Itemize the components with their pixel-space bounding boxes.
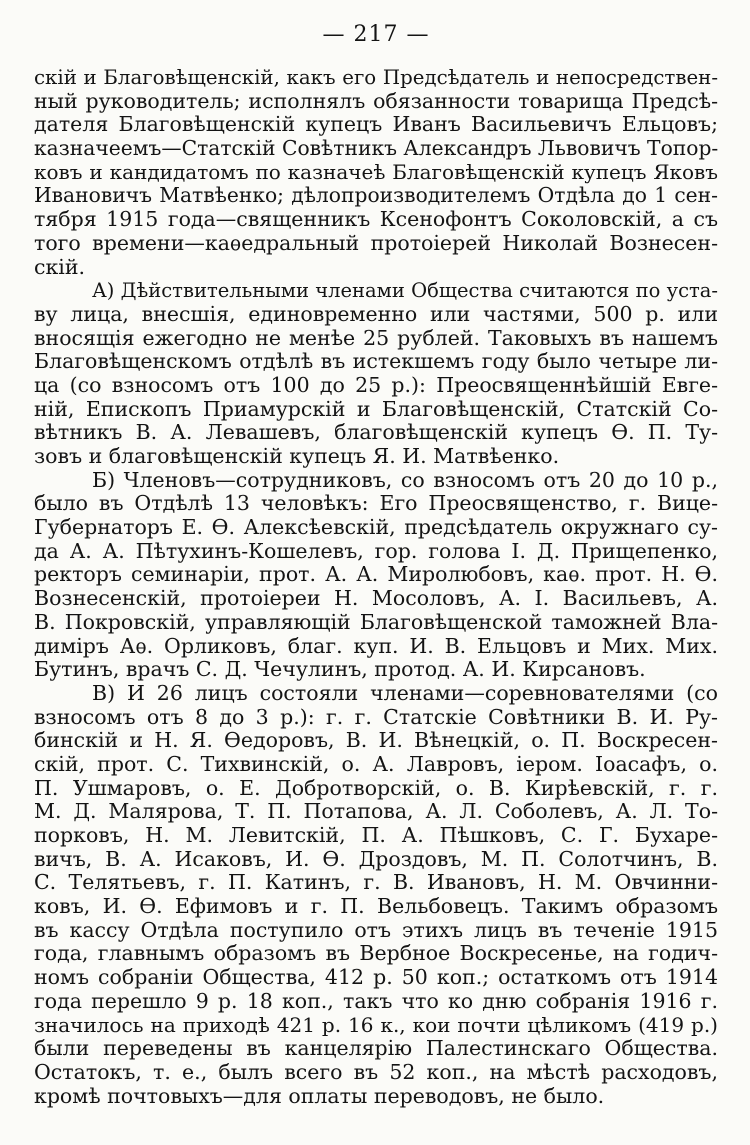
text-line: скій и Благовѣщенскій, какъ его Предсѣдатель и непосредствен- xyxy=(34,66,718,89)
text-line: Б) Членовъ—сотрудниковъ, со взносомъ отъ 20 до 10 р., xyxy=(92,468,718,492)
text-line: значилось на приходѣ 421 р. 16 к., кои почти цѣликомъ (419 р.) xyxy=(34,1013,718,1037)
text-line: казначеемъ—Статскій Совѣтникъ Александръ Львовичъ Топор- xyxy=(34,137,718,161)
text-line: Остатокъ, т. е., былъ всего въ 52 коп., на мѣстѣ расходовъ, xyxy=(34,1060,718,1084)
text-line: вносящія ежегодно не менѣе 25 рублей. Таковыхъ въ нашемъ xyxy=(34,326,718,350)
text-line: С. Телятьевъ, г. П. Катинъ, г. В. Ивановъ, Н. М. Овчинни- xyxy=(34,871,718,895)
text-line: зовъ и благовѣщенскій купецъ Я. И. Матвѣенко. xyxy=(34,445,560,468)
text-line: да А. А. Пѣтухинъ-Кошелевъ, гор. голова І. Д. Прищепенко, xyxy=(34,539,718,563)
text-line: ву лица, внесшія, единовременно или частями, 500 р. или xyxy=(34,302,718,326)
text-line: было въ Отдѣлѣ 13 человѣкъ: Его Преосвященство, г. Вице- xyxy=(34,492,718,516)
text-line: порковъ, Н. М. Левитскій, П. А. Пѣшковъ, С. Г. Бухаре- xyxy=(34,824,718,847)
text-line: вичъ, В. А. Исаковъ, И. Ѳ. Дроздовъ, М. П. Солотчинъ, В. xyxy=(34,847,718,871)
section-b-paragraph xyxy=(34,469,718,682)
text-line: тября 1915 года—священникъ Ксенофонтъ Соколовскій, а съ xyxy=(34,208,718,232)
text-line: диміръ Аѳ. Орликовъ, благ. куп. И. В. Ельцовъ и Мих. Мих. xyxy=(34,634,718,658)
text-line: кромѣ почтовыхъ—для оплаты переводовъ, не было. xyxy=(34,1084,605,1108)
text-line: М. Д. Малярова, Т. П. Потапова, А. Л. Соболевъ, А. Л. То- xyxy=(34,800,718,824)
text-line: скій. xyxy=(34,255,86,279)
text-line: П. Ушмаровъ, о. Е. Добротворскій, о. В. Кирѣевскій, г. г. xyxy=(34,776,718,800)
text-line: Губернаторъ Е. Ѳ. Алексѣевскій, предсѣдатель окружнаго су- xyxy=(34,516,718,540)
section-v-paragraph xyxy=(34,682,718,1108)
text-line: того времени—каѳедральный протоіерей Николай Вознесен- xyxy=(34,231,718,255)
text-line: года, главнымъ образомъ въ Вербное Воскресенье, на годич- xyxy=(34,942,718,966)
text-line: взносомъ отъ 8 до 3 р.): г. г. Статскіе Совѣтники В. И. Ру- xyxy=(34,705,718,729)
text-line: ковъ, И. Ѳ. Ефимовъ и г. П. Вельбовецъ. Такимъ образомъ xyxy=(34,895,718,919)
text-line: ректоръ семинаріи, прот. А. А. Миролюбовъ, каѳ. прот. Н. Ѳ. xyxy=(34,563,718,587)
text-line: Благовѣщенскомъ отдѣлѣ въ истекшемъ году было четыре ли- xyxy=(34,350,718,374)
text-line: года перешло 9 р. 18 коп., такъ что ко дню собранія 1916 г. xyxy=(34,989,718,1013)
text-line: Бутинъ, врачъ С. Д. Чечулинъ, протод. А. И. Кирсановъ. xyxy=(34,658,646,682)
text-line: ца (со взносомъ отъ 100 до 25 р.): Преосвященнѣйшій Евге- xyxy=(34,373,718,397)
text-line: ній, Епископъ Приамурскій и Благовѣщенскій, Статскій Со- xyxy=(34,397,718,421)
text-line: Ивановичъ Матвѣенко; дѣлопроизводителемъ Отдѣла до 1 сен- xyxy=(34,184,718,208)
text-line: дателя Благовѣщенскій купецъ Иванъ Васильевичъ Ельцовъ; xyxy=(34,113,718,137)
page-number: — 217 — xyxy=(322,22,430,47)
text-line: ный руководитель; исполнялъ обязанности товарища Предсѣ- xyxy=(34,89,718,113)
text-line: Вознесенскій, протоіереи Н. Мосоловъ, А. І. Васильевъ, А. xyxy=(34,587,718,611)
text-line: были переведены въ канцелярію Палестинскаго Общества. xyxy=(34,1037,718,1061)
intro-paragraph xyxy=(34,66,718,279)
text-line: В. Покровскій, управляющій Благовѣщенской таможней Вла- xyxy=(34,610,718,634)
text-line: ковъ и кандидатомъ по казначеѣ Благовѣщенскій купецъ Яковъ xyxy=(34,160,718,184)
text-line: номъ собраніи Общества, 412 р. 50 коп.; остаткомъ отъ 1914 xyxy=(34,966,718,990)
text-line: В) И 26 лицъ состояли членами—соревнователями (со xyxy=(92,681,718,705)
body-text xyxy=(34,66,718,1108)
text-line: въ кассу Отдѣла поступило отъ этихъ лицъ въ теченіе 1915 xyxy=(34,918,718,942)
text-line: скій, прот. С. Тихвинскій, о. А. Лавровъ, іером. Іоасафъ, о. xyxy=(34,752,718,776)
text-line: А) Дѣйствительными членами Общества считаются по уста- xyxy=(92,279,718,303)
section-a-paragraph xyxy=(34,279,718,469)
text-line: бинскій и Н. Я. Ѳедоровъ, В. И. Вѣнецкій, о. П. Воскресен- xyxy=(34,729,718,753)
text-line: вѣтникъ В. А. Левашевъ, благовѣщенскій купецъ Ѳ. П. Ту- xyxy=(34,421,718,445)
